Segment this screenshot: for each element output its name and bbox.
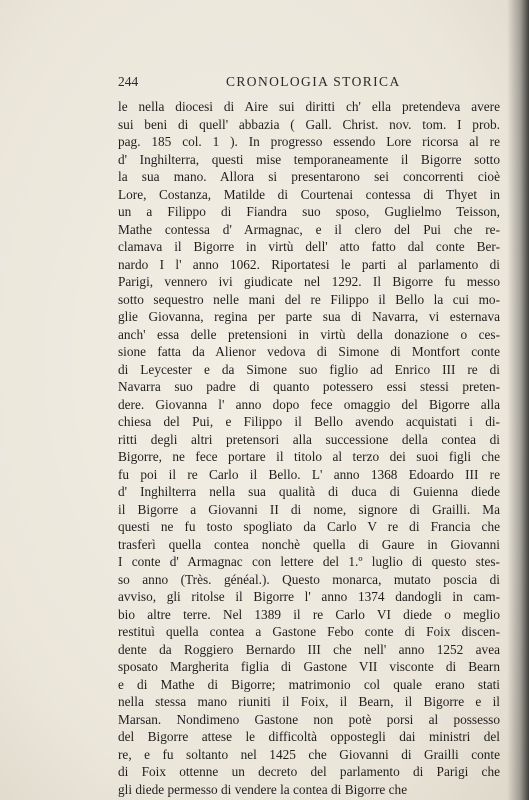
text-line: un a Filippo di Fiandra suo sposo, Guglielmo Teisson, [118,204,500,219]
text-line: Lore, Costanza, Matilde di Courtenai contessa di Thyet in [118,186,500,202]
text-line: trasferì quella contea nonchè quella di Gaure in Giovanni [118,536,500,552]
text-line: la sua mano. Allora si presentarono sei concorrenti cioè [118,169,500,184]
text-line: pag. 185 col. 1 ). In progresso essendo Lore ricorsa al re [118,134,500,149]
text-line: Bigorre, ne fece portare il titolo al terzo dei suoi figli che [118,449,500,464]
text-line: questi ne fu tosto spogliato da Carlo V re di Francia che [118,519,500,534]
text-line: anch' essa delle pretensioni in virtù della donazione o ces- [118,326,500,342]
text-line: le nella diocesi di Aire sui diritti ch' ella pretendeva avere [118,99,500,114]
text-line: di Foix ottenne un decreto del parlamento di Parigi che [118,764,500,779]
text-line: di Leycester e da Simone suo figlio ad Enrico III re di [118,361,500,377]
text-line: fu poi il re Carlo il Bello. L' anno 1368 Edoardo III re [118,466,500,482]
text-line: sione fatta da Alienor vedova di Simone di Montfort conte [118,344,500,359]
text-line: dere. Giovanna l' anno dopo fece omaggio del Bigorre alla [118,396,500,412]
text-line: nella stessa mano riuniti il Foix, il Bearn, il Bigorre e il [118,694,500,709]
text-line: dente da Roggiero Bernardo III che nell' anno 1252 avea [118,641,500,657]
text-line: gli diede permesso di vendere la contea di Bigorre che [118,781,408,797]
binding-shadow [507,0,529,800]
body-text [118,98,500,798]
text-line: Marsan. Nondimeno Gastone non potè porsi al possesso [118,711,500,727]
text-line: bio altre terre. Nel 1389 il re Carlo VI diede o meglio [118,606,500,622]
text-line: sotto sequestro nelle mani del re Filippo il Bello la cui mo- [118,291,500,307]
running-title: CRONOLOGIA STORICA [226,74,401,89]
text-line: sposato Margherita figlia di Gastone VII visconte di Bearn [118,659,500,674]
text-line: Mathe contessa d' Armagnac, e il clero del Pui che re- [118,221,500,237]
text-line: Navarra suo padre di quanto potessero essi stessi preten- [118,379,500,394]
text-line: sui beni di quell' abbazia ( Gall. Christ. nov. tom. I prob. [118,116,500,132]
text-line: glie Giovanna, regina per parte sua di Navarra, vi esternava [118,309,500,324]
text-line: il Bigorre a Giovanni II di nome, signore di Grailli. Ma [118,501,500,517]
text-line: I conte d' Armagnac con lettere del 1.º luglio di questo stes- [118,554,500,569]
text-line: d' Inghilterra, questi mise temporaneamente il Bigorre sotto [118,151,500,167]
text-line: avviso, gli ritolse il Bigorre l' anno 1374 dandogli in cam- [118,589,500,604]
text-line: ritti degli altri pretensori alla successione della contea di [118,431,500,447]
page-number: 244 [118,74,139,89]
text-line: del Bigorre attese le difficoltà oppostegli dai ministri del [118,729,500,744]
text-line: e di Mathe di Bigorre; matrimonio col quale erano stati [118,676,500,692]
text-line: chiesa del Pui, e Filippo il Bello avendo acquistati i di- [118,414,500,429]
text-line: clamava il Bigorre in virtù dell' atto fatto dal conte Ber- [118,239,500,254]
text-line: re, e fu soltanto nel 1425 che Giovanni di Grailli conte [118,746,500,762]
text-line: so anno (Très. généal.). Questo monarca, mutato poscia di [118,571,500,587]
text-line: nardo I l' anno 1062. Riportatesi le parti al parlamento di [118,256,500,272]
text-line: restituì quella contea a Gastone Febo conte di Foix discen- [118,624,500,639]
text-line: Parigi, vennero ivi giudicate nel 1292. Il Bigorre fu messo [118,274,500,289]
text-line: d' Inghilterra nella sua qualità di duca di Guienna diede [118,484,500,499]
